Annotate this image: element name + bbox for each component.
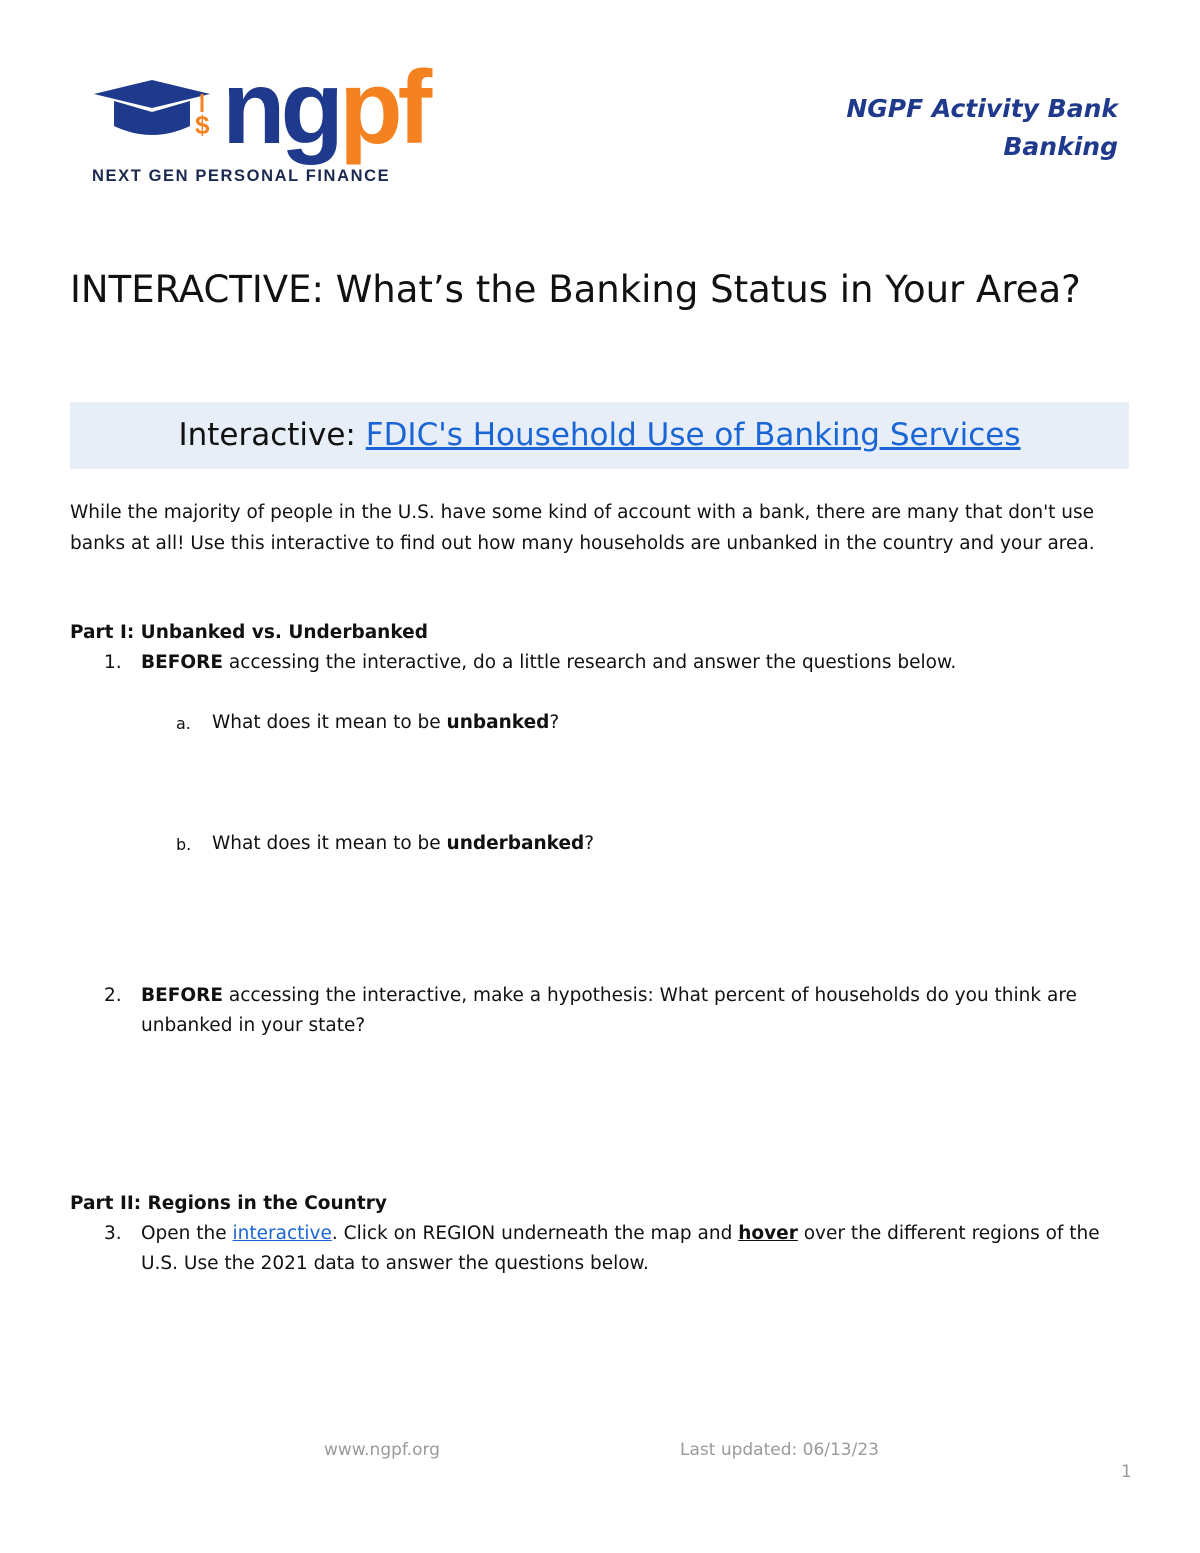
question-3-text-mid: . Click on REGION underneath the map and xyxy=(331,1223,739,1244)
question-2 xyxy=(70,981,1130,1041)
question-1a-letter: a. xyxy=(176,714,191,733)
question-1a xyxy=(70,708,1130,738)
question-3-text-end: over the different regions of the U.S. Use the 2021 data to answer the questions below. xyxy=(141,1223,1100,1274)
logo-tagline: NEXT GEN PERSONAL FINANCE xyxy=(92,167,391,185)
question-1 xyxy=(70,648,1130,678)
ngpf-logo xyxy=(92,50,428,190)
question-1a-mark: ? xyxy=(549,712,560,733)
question-1a-text: What does it mean to be xyxy=(212,712,447,733)
header-line-1: NGPF Activity Bank xyxy=(846,94,1118,123)
intro-paragraph: While the majority of people in the U.S. have some kind of account with a bank, there are many that don't use banks at all! Use this interactive to find out how many households are unbanked in the country and your area. xyxy=(70,502,1095,554)
footer-website[interactable]: www.ngpf.org xyxy=(324,1440,440,1460)
question-1a-bold: unbanked xyxy=(446,712,550,733)
graduation-cap-dollar-icon xyxy=(92,68,222,148)
part-1-heading: Part I: Unbanked vs. Underbanked xyxy=(70,622,428,643)
question-3 xyxy=(70,1219,1130,1279)
interactive-link[interactable]: interactive xyxy=(232,1223,332,1244)
header-activity-bank xyxy=(846,90,1118,166)
page-number: 1 xyxy=(1121,1462,1132,1482)
question-3-text-start: Open the xyxy=(141,1223,233,1244)
interactive-banner xyxy=(70,402,1129,469)
footer-last-updated: Last updated: 06/13/23 xyxy=(680,1440,879,1460)
question-1b-bold: underbanked xyxy=(446,833,585,854)
question-2-number: 2. xyxy=(104,985,122,1006)
question-1-number: 1. xyxy=(104,652,122,673)
svg-text:$: $ xyxy=(195,110,210,140)
question-1-text: accessing the interactive, do a little research and answer the questions below. xyxy=(223,652,957,673)
question-2-bold: BEFORE xyxy=(141,985,223,1006)
question-3-number: 3. xyxy=(104,1223,122,1244)
fdic-interactive-link[interactable]: FDIC's Household Use of Banking Services xyxy=(365,417,1021,453)
logo-wordmark: ngpf xyxy=(222,50,428,166)
part-2-heading: Part II: Regions in the Country xyxy=(70,1193,387,1214)
banner-prefix: Interactive: xyxy=(178,417,366,453)
question-3-bold-hover: hover xyxy=(738,1223,798,1244)
header-line-2: Banking xyxy=(1003,132,1118,161)
page-title: INTERACTIVE: What’s the Banking Status in Your Area? xyxy=(70,268,1081,311)
question-1b-mark: ? xyxy=(584,833,595,854)
question-2-text: accessing the interactive, make a hypothesis: What percent of households do you think are unbanked in your state? xyxy=(141,985,1077,1036)
question-1b xyxy=(70,829,1130,859)
question-1-bold: BEFORE xyxy=(141,652,223,673)
question-1b-text: What does it mean to be xyxy=(212,833,447,854)
question-1b-letter: b. xyxy=(176,835,192,854)
